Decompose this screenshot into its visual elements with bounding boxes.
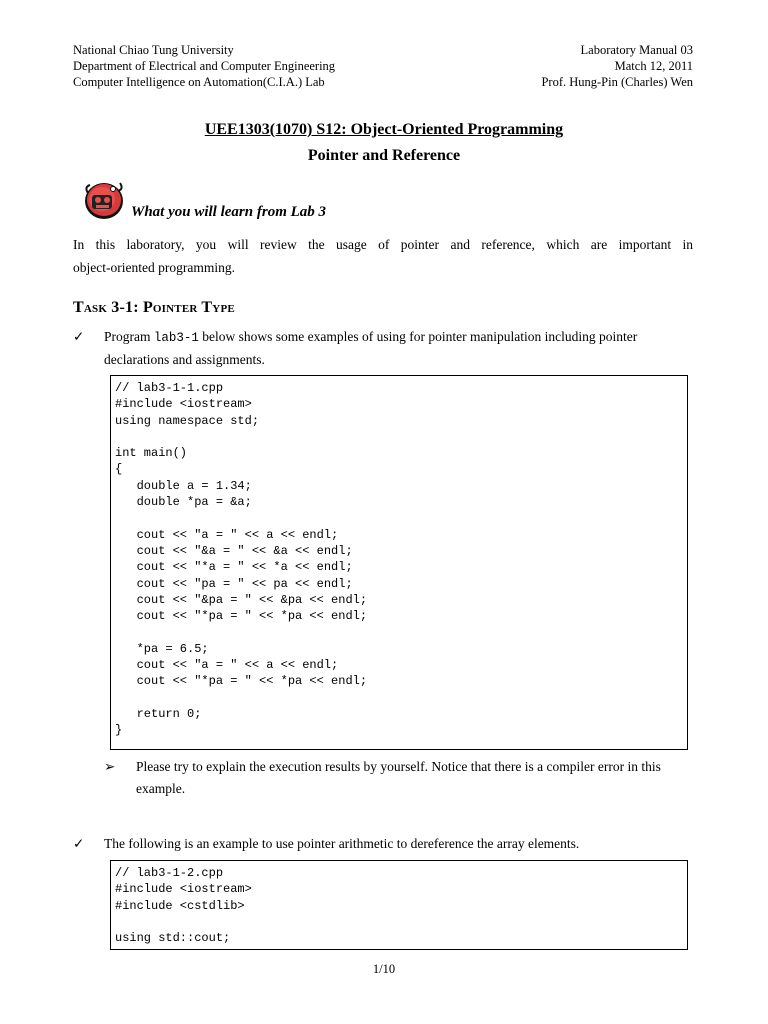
code-block-lab3-1-1 — [110, 375, 688, 750]
code-line: } — [115, 723, 123, 738]
header-professor: Prof. Hung-Pin (Charles) Wen — [541, 75, 693, 89]
intro-line-2: object-oriented programming. — [73, 259, 235, 275]
header-date: Match 12, 2011 — [614, 59, 693, 73]
intro-line-1: In this laboratory, you will review the usage of pointer and reference, which are important in — [73, 237, 693, 252]
bullet-item: ➢ Please try to explain the execution results by yourself. Notice that there is a compiler error in this example. — [104, 756, 693, 800]
code-line: cout << "a = " << a << endl; — [115, 527, 339, 542]
code-line: #include <cstdlib> — [115, 898, 245, 913]
code-line: using namespace std; — [115, 413, 260, 428]
arrow-bullet-icon: ➢ — [104, 759, 116, 774]
code-line: *pa = 6.5; — [115, 641, 209, 656]
course-title: UEE1303(1070) S12: Object-Oriented Programming — [204, 121, 564, 138]
inline-code: lab3-1 — [153, 331, 199, 345]
header-department: Department of Electrical and Computer Engineering — [73, 59, 336, 73]
task-heading: Task 3-1: Pointer Type — [73, 299, 235, 316]
code-line — [115, 510, 683, 526]
header-manual: Laboratory Manual 03 — [580, 43, 693, 57]
code-line — [115, 624, 683, 640]
intro-paragraph — [73, 234, 693, 279]
header-lab: Computer Intelligence on Automation(C.I.A.) Lab — [73, 75, 325, 89]
robot-head-icon — [80, 179, 126, 221]
page-header — [73, 42, 693, 90]
code-block-lab3-1-2 — [110, 860, 688, 950]
bullet-item: ✓ Program lab3-1 below shows some examples of using for pointer manipulation including pointer declarations and assignments. — [73, 326, 693, 371]
code-line — [115, 914, 683, 930]
topic-title: Pointer and Reference — [307, 147, 461, 164]
code-line: double *pa = &a; — [115, 495, 252, 510]
code-line — [115, 429, 683, 445]
page-number: 1/10 — [372, 962, 396, 976]
code-line: { — [115, 462, 123, 477]
check-mark-icon: ✓ — [73, 836, 85, 851]
code-line: cout << "*a = " << *a << endl; — [115, 560, 353, 575]
code-line: cout << "a = " << a << endl; — [115, 658, 339, 673]
code-line: int main() — [115, 446, 188, 461]
code-line: cout << "pa = " << pa << endl; — [115, 576, 353, 591]
code-line: using std::cout; — [115, 931, 231, 946]
bullet-item: ✓ The following is an example to use pointer arithmetic to dereference the array elements. — [73, 833, 693, 855]
code-line — [115, 690, 683, 706]
check-mark-icon: ✓ — [73, 329, 85, 344]
code-line: cout << "&pa = " << &pa << endl; — [115, 592, 368, 607]
code-line: double a = 1.34; — [115, 478, 252, 493]
code-line: #include <iostream> — [115, 397, 252, 412]
code-line: // lab3-1-2.cpp — [115, 866, 224, 880]
code-line: return 0; — [115, 706, 202, 721]
code-line: cout << "*pa = " << *pa << endl; — [115, 674, 368, 689]
header-university: National Chiao Tung University — [73, 43, 234, 57]
code-line: #include <iostream> — [115, 882, 252, 897]
code-line: cout << "&a = " << &a << endl; — [115, 543, 353, 558]
code-line: // lab3-1-1.cpp — [115, 381, 224, 395]
code-line: cout << "*pa = " << *pa << endl; — [115, 609, 368, 624]
learn-heading: What you will learn from Lab 3 — [131, 204, 327, 220]
